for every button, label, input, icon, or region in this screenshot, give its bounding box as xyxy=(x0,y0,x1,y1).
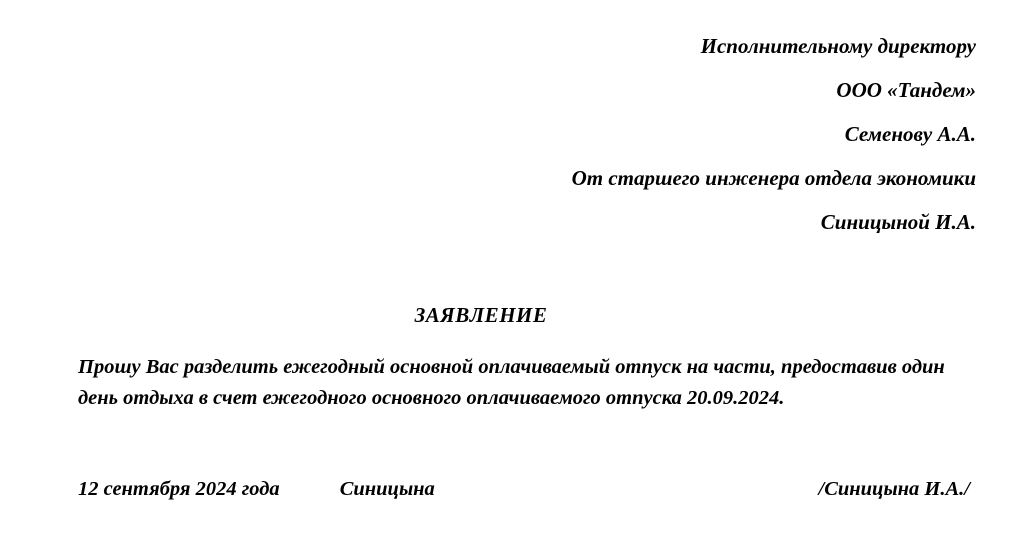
document-body-text: Прошу Вас разделить ежегодный основной оплачиваемый отпуск на части, предоставив один день отдыха в счет ежегодного основного оплачиваемого отпуска 20.09.2024. xyxy=(78,356,945,409)
addressee-line-5: Синицыной И.А. xyxy=(820,210,976,234)
signature-row xyxy=(78,478,970,501)
addressee-line-1: Исполнительному директору xyxy=(700,34,976,58)
addressee-block xyxy=(356,24,976,244)
document-title: ЗАЯВЛЕНИЕ xyxy=(414,303,548,327)
document-date: 12 сентября 2024 года xyxy=(78,478,280,500)
handwritten-signature: Синицына xyxy=(339,478,435,500)
signer-name: /Синицына И.А./ xyxy=(818,478,970,500)
addressee-line-3: Семенову А.А. xyxy=(844,122,976,146)
addressee-line-4: От старшего инженера отдела экономики xyxy=(571,166,976,190)
addressee-line-2: ООО «Тандем» xyxy=(836,78,976,102)
